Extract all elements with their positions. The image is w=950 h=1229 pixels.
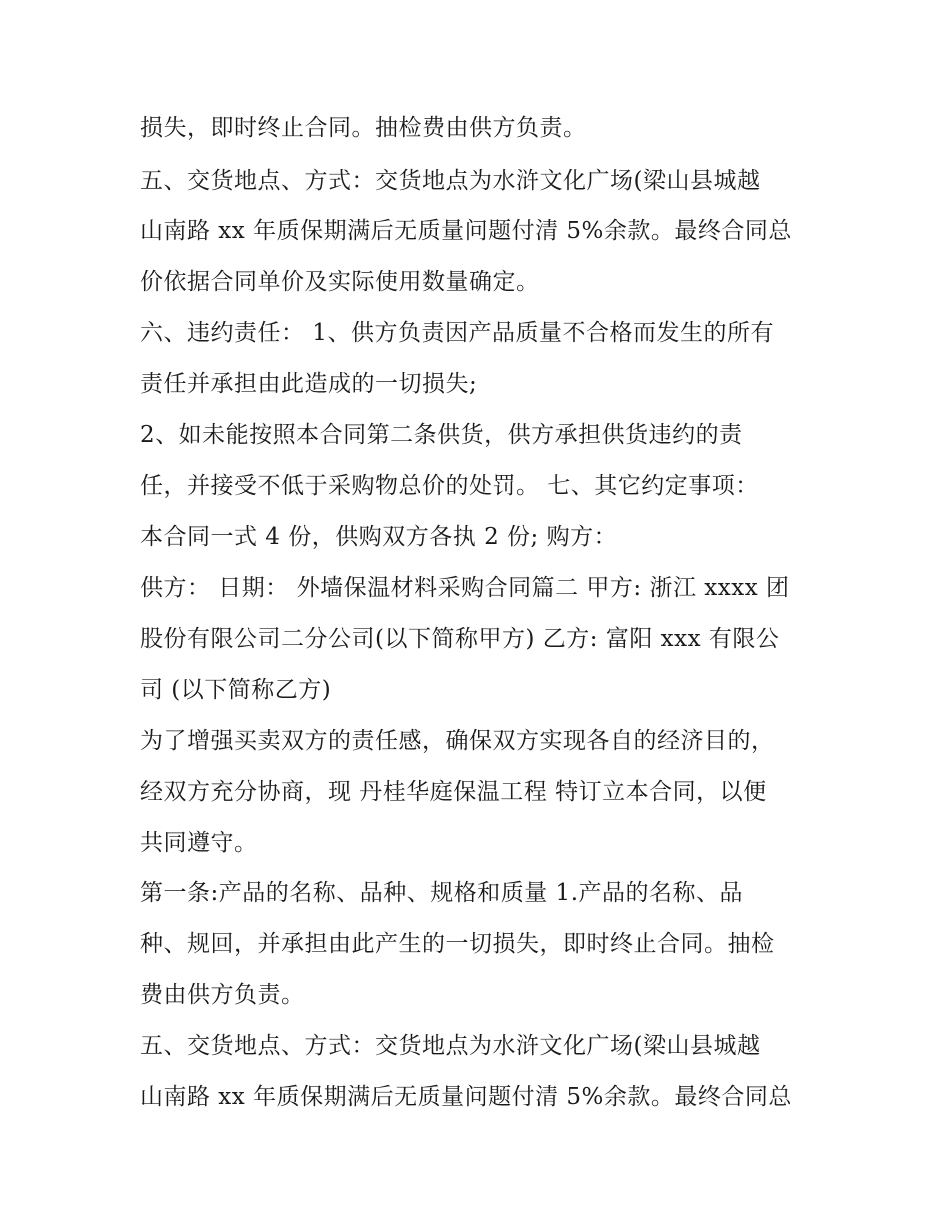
text-line: 本合同一式 4 份，供购双方各执 2 份; 购方： — [140, 524, 618, 550]
text-line: 责任并承担由此造成的一切损失; — [140, 371, 478, 397]
text-line: 山南路 xx 年质保期满后无质量问题付清 5%余款。最终合同总 — [140, 218, 792, 244]
text-line: 六、违约责任： 1、供方负责因产品质量不合格而发生的所有 — [140, 320, 774, 346]
text-line: 山南路 xx 年质保期满后无质量问题付清 5%余款。最终合同总 — [140, 1084, 792, 1110]
text-line: 2、如未能按照本合同第二条供货，供方承担供货违约的责 — [140, 422, 743, 448]
text-line: 种、规回，并承担由此产生的一切损失，即时终止合同。抽检 — [140, 931, 775, 957]
text-line: 共同遵守。 — [140, 830, 258, 856]
text-line: 费由供方负责。 — [140, 982, 305, 1008]
text-line: 经双方充分协商，现 丹桂华庭保温工程 特订立本合同，以便 — [140, 779, 767, 805]
text-line: 五、交货地点、方式：交货地点为水浒文化广场(梁山县城越 — [140, 168, 761, 194]
text-line: 任，并接受不低于采购物总价的处罚。 七、其它约定事项： — [140, 473, 759, 499]
text-line: 司 (以下简称乙方) — [140, 677, 332, 703]
text-line: 供方： 日期： 外墙保温材料采购合同篇二 甲方: 浙江 xxxx 团 — [140, 575, 790, 601]
text-line: 为了增强买卖双方的责任感，确保双方实现各自的经济目的， — [140, 728, 775, 754]
text-line: 五、交货地点、方式：交货地点为水浒文化广场(梁山县城越 — [140, 1033, 761, 1059]
text-line: 价依据合同单价及实际使用数量确定。 — [140, 269, 540, 295]
text-line: 股份有限公司二分公司(以下简称甲方) 乙方: 富阳 xxx 有限公 — [140, 626, 780, 652]
text-line: 第一条:产品的名称、品种、规格和质量 1.产品的名称、品 — [140, 880, 744, 906]
text-line: 损失，即时终止合同。抽检费由供方负责。 — [140, 115, 587, 141]
